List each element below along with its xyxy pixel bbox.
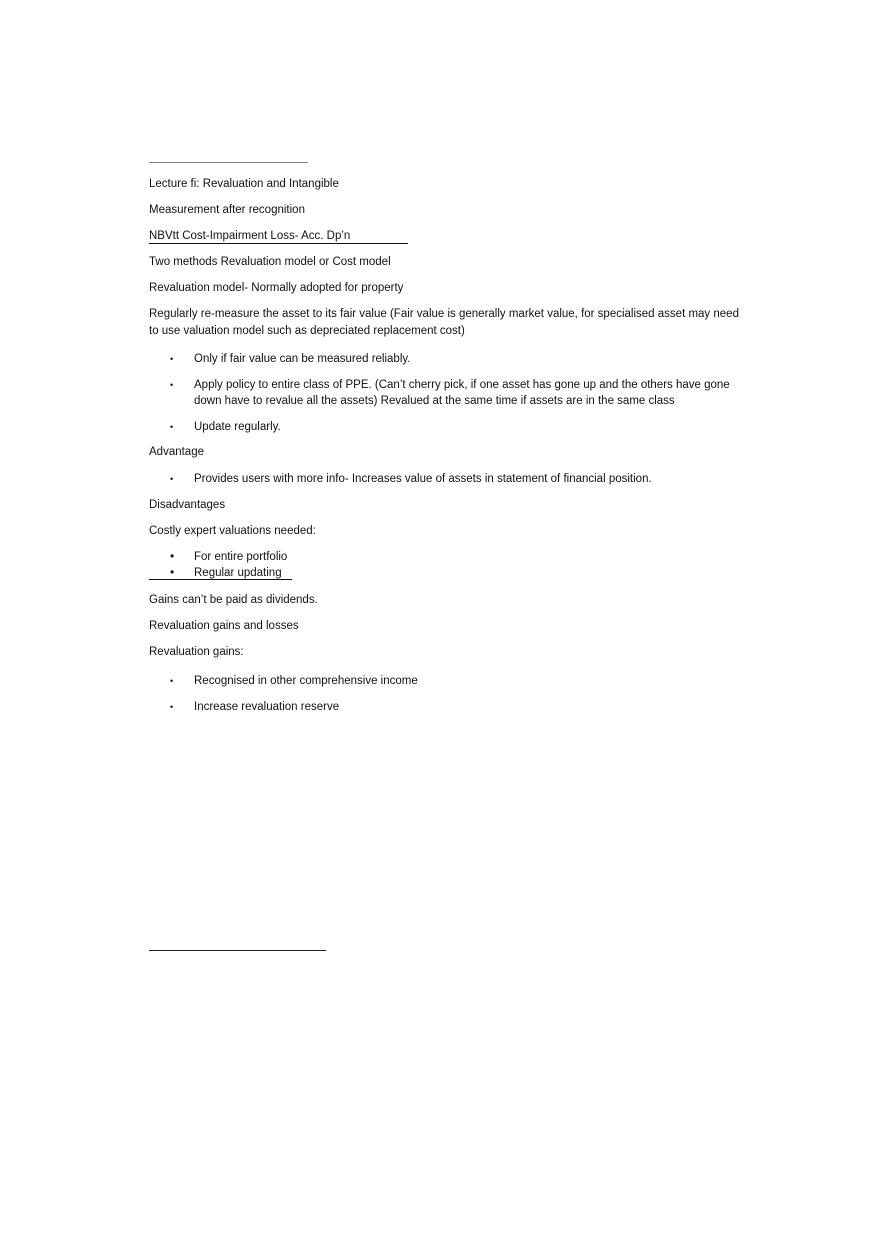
- gains-dividends-line: Gains can’t be paid as dividends.: [149, 594, 318, 606]
- costly-line: Costly expert valuations needed:: [149, 525, 316, 537]
- footnote-separator-line: [149, 950, 326, 951]
- bullet-icon: •: [170, 702, 174, 712]
- gains-losses-heading: Revaluation gains and losses: [149, 620, 299, 632]
- advantage-heading: Advantage: [149, 446, 204, 458]
- regularly-paragraph: Regularly re-measure the asset to its fair value (Fair value is generally market value, for specialised asset may need to use valuation model such as depreciated replacement cost): [149, 308, 739, 337]
- list-item-text: Apply policy to entire class of PPE. (Can’t cherry pick, if one asset has gone up and the others have gone down have to revalue all the assets) Revalued at the same time if assets are in the same class: [194, 379, 730, 407]
- section-heading-measurement: Measurement after recognition: [149, 204, 305, 216]
- revaluation-model-line: Revaluation model- Normally adopted for property: [149, 282, 404, 294]
- methods-line: Two methods Revaluation model or Cost model: [149, 256, 391, 268]
- disadvantages-heading: Disadvantages: [149, 499, 226, 511]
- list-item-text: Update regularly.: [194, 421, 281, 433]
- list-item-text: Provides users with more info- Increases value of assets in statement of financial position.: [194, 473, 652, 485]
- underline-rule: [149, 579, 292, 580]
- bullet-icon: •: [170, 565, 175, 579]
- bullet-icon: •: [170, 380, 174, 390]
- nbv-formula: [149, 229, 408, 244]
- list-item-text: Only if fair value can be measured reliably.: [194, 353, 411, 365]
- list-item-text: Regular updating: [194, 567, 282, 579]
- bullet-icon: •: [170, 549, 175, 563]
- lecture-title: Lecture fi: Revaluation and Intangible: [149, 178, 339, 190]
- gains-heading: Revaluation gains:: [149, 646, 244, 658]
- list-item-text: Recognised in other comprehensive income: [194, 675, 418, 687]
- top-separator-line: [149, 162, 308, 163]
- list-item-text: Increase revaluation reserve: [194, 701, 340, 713]
- nbv-formula-text: NBVtt Cost-Impairment Loss- Acc. Dp’n: [149, 230, 408, 244]
- bullet-icon: •: [170, 422, 174, 432]
- bullet-icon: •: [170, 676, 174, 686]
- bullet-icon: •: [170, 354, 174, 364]
- list-item-text: For entire portfolio: [194, 551, 288, 563]
- bullet-icon: •: [170, 474, 174, 484]
